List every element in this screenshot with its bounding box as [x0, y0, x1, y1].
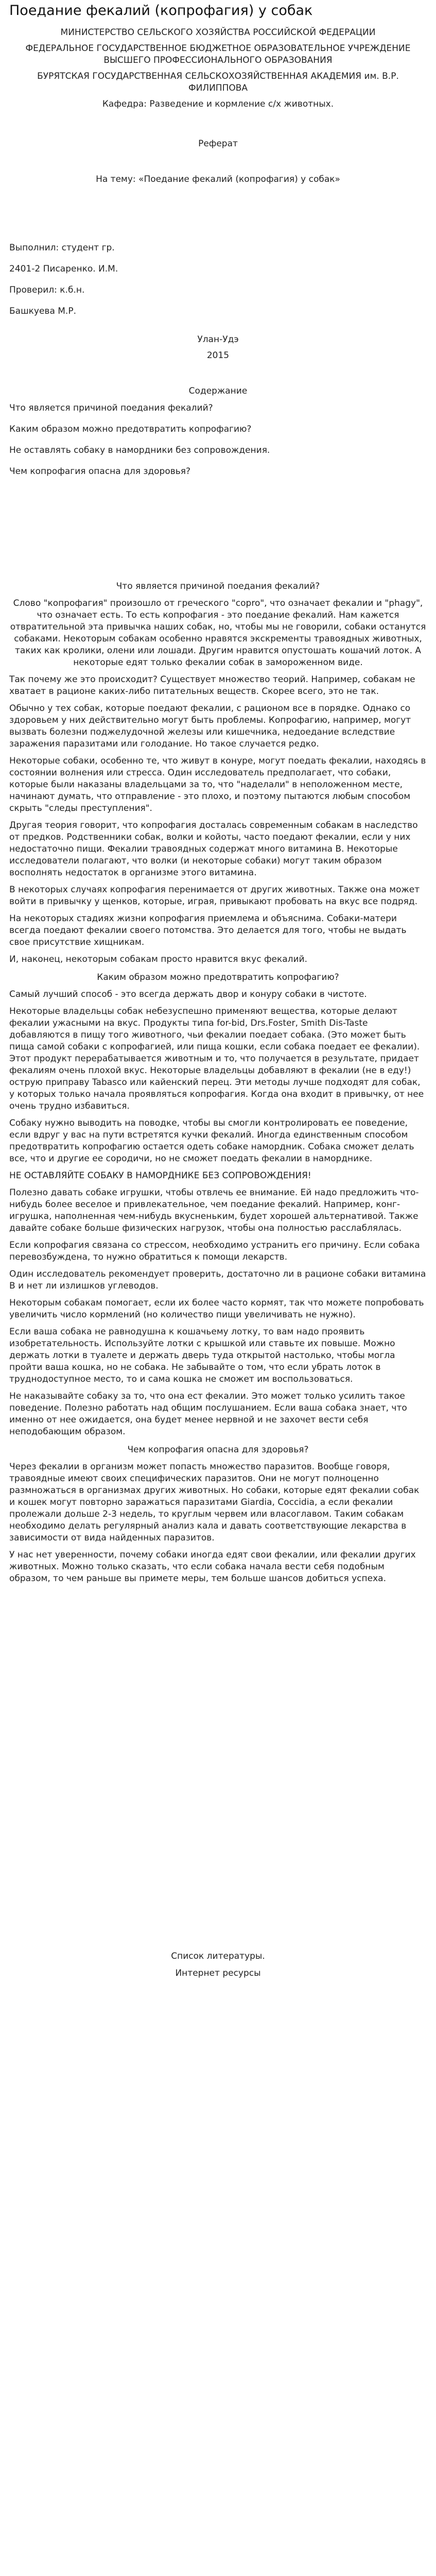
topic-line: На тему: «Поедание фекалий (копрофагия) у собак»: [96, 174, 340, 184]
institution-type-line: ФЕДЕРАЛЬНОЕ ГОСУДАРСТВЕННОЕ БЮДЖЕТНОЕ ОБРАЗОВАТЕЛЬНОЕ УЧРЕЖДЕНИЕ ВЫСШЕГО ПРОФЕССИОНАЛЬНОГО ОБРАЗОВАНИЯ: [25, 43, 411, 65]
toc-item: Что является причиной поедания фекалий?: [9, 403, 213, 413]
paragraph: Другая теория говорит, что копрофагия досталась современным собакам в наследство от предков. Родственники собак, волки и койоты, часто поедают фекалии, если у них недостаточно пищи. Фекалии травоядных содержат много витамина B. Некоторые исследователи полагают, что волки (и некоторые собаки) могут таким образом восполнять недостаток в организме этого витамина.: [9, 820, 418, 878]
year-label: 2015: [206, 350, 230, 361]
paragraph: Полезно давать собаке игрушки, чтобы отвлечь ее внимание. Ей надо предложить что-нибудь более веселое и привлекательное, чем поедание фекалий. Например, конг-игрушка, наполненная чем-нибудь вкусненьким, будет хорошей альтернативой. Также давайте собаке больше физических нагрузок, чтобы она полностью расслаблялась.: [9, 1188, 419, 1233]
toc-item: Каким образом можно предотвратить копрофагию?: [9, 424, 252, 434]
table-of-contents: [9, 385, 427, 478]
paragraph: Некоторым собакам помогает, если их более часто кормят, так что можете попробовать увеличить число кормлений (но количество пищи увеличивать не нужно).: [9, 1298, 424, 1320]
paragraph: Слово "копрофагия" произошло от греческого "copro", что означает фекалии и "phagy", что означает есть. То есть копрофагия - это поедание фекалий. Нам кажется отвратительной эта привычка наших собак, но, чтобы мы не говорили, собаки останутся собаками. Некоторым собакам особенно нравятся экскременты травоядных животных, таких как кролики, олени или лошади. Другим нравится опустошать кошачий лоток. А некоторые едят только фекалии собак в замороженном виде.: [10, 598, 426, 668]
paragraph: Если ваша собака не равнодушна к кошачьему лотку, то вам надо проявить изобретательность. Используйте лотки с крышкой или ставьте их повыше. Можно держать лотки в туалете и держать дверь туда открытой настолько, чтобы могла пройти ваша кошка, но не собака. Не забывайте о том, что если убрать лоток в труднодоступное место, то и сама кошка не сможет им воспользоваться.: [9, 1327, 395, 1384]
section-health-risks: [9, 1444, 427, 1585]
section-title: Чем копрофагия опасна для здоровья?: [127, 1445, 309, 1455]
references-title: Список литературы.: [171, 1951, 265, 1961]
paragraph: И, наконец, некоторым собакам просто нравится вкус фекалий.: [9, 954, 308, 964]
document-title: Поедание фекалий (копрофагия) у собак: [9, 3, 313, 19]
city-label: Улан-Удэ: [197, 334, 239, 345]
section-prevention: [9, 972, 427, 1165]
toc-item: Чем копрофагия опасна для здоровья?: [9, 466, 191, 477]
section-title: НЕ ОСТАВЛЯЙТЕ СОБАКУ В НАМОРДНИКЕ БЕЗ СОПРОВОЖДЕНИЯ!: [9, 1171, 311, 1181]
paragraph: Так почему же это происходит? Существует множество теорий. Например, собакам не хватает в рационе каких-либо питательных веществ. Скорее всего, это не так.: [9, 674, 415, 697]
paragraph: Обычно у тех собак, которые поедают фекалии, с рационом все в порядке. Однако со здоровьем у них действительно могут быть проблемы. Копрофагию, например, могут вызвать болезни поджелудочной железы или кишечника, недоедание вследствие заражения паразитами или голодание. Но такое случается редко.: [9, 703, 411, 749]
section-muzzle-warning: [9, 1170, 427, 1438]
department-line: Кафедра: Разведение и кормление с/х животных.: [102, 99, 334, 109]
paragraph: Через фекалии в организм может попасть множество паразитов. Вообще говоря, травоядные имеют своих специфических паразитов. Они не могут полноценно размножаться в организмах других животных. Но собаки, которые едят фекалии собак и кошек могут повторно заражаться паразитами Giardia, Coccidia, а если фекалии пролежали дольше 2-3 недель, то круглым червем или власоглавом. Таким собакам необходимо делать регулярный анализ кала и давать соответствующие лекарства в зависимости от вида найденных паразитов.: [9, 1462, 420, 1543]
paragraph: Не наказывайте собаку за то, что она ест фекалии. Это может только усилить такое поведение. Полезно работать над общим послушанием. Если ваша собака знает, что именно от нее ожидается, она будет менее нервной и не захочет вести себя неподобающим образом.: [9, 1391, 407, 1437]
signature-line: Выполнил: студент гр.: [9, 243, 115, 253]
paragraph: У нас нет уверенности, почему собаки иногда едят свои фекалии, или фекалии других животных. Можно только сказать, что если собака начала вести себя подобным образом, то чем раньше вы примете меры, тем больше шансов добиться успеха.: [9, 1550, 416, 1584]
signature-line: 2401-2 Писаренко. И.М.: [9, 264, 118, 274]
paragraph: Один исследователь рекомендует проверить, достаточно ли в рационе собаки витамина B и нет ли излишков углеводов.: [9, 1269, 426, 1291]
paragraph: Некоторые собаки, особенно те, что живут в конуре, могут поедать фекалии, находясь в состоянии волнения или стресса. Один исследователь предполагает, что собаки, которые были наказаны владельцами за то, что "наделали" в неположенном месте, начинают думать, что отправление - это плохо, и поэтому пытаются любым способом скрыть "следы преступления".: [9, 756, 426, 814]
paragraph: На некоторых стадиях жизни копрофагия приемлема и объяснима. Собаки-матери всегда поедают фекалии своего потомства. Это делается для того, чтобы не выдать свое присутствие хищникам.: [9, 913, 407, 947]
ministry-line: МИНИСТЕРСТВО СЕЛЬСКОГО ХОЗЯЙСТВА РОССИЙСКОЙ ФЕДЕРАЦИИ: [60, 27, 376, 38]
signature-line: Проверил: к.б.н.: [9, 285, 85, 295]
paragraph: Если копрофагия связана со стрессом, необходимо устранить его причину. Если собака перевозбуждена, то нужно обратиться к помощи лекарств.: [9, 1240, 420, 1262]
paragraph: Самый лучший способ - это всегда держать двор и конуру собаки в чистоте.: [9, 989, 367, 999]
section-title: Что является причиной поедания фекалий?: [116, 581, 320, 591]
toc-title: Содержание: [188, 386, 248, 396]
paragraph: Собаку нужно выводить на поводке, чтобы вы смогли контролировать ее поведение, если вдруг у вас на пути встретятся кучки фекалий. Иногда единственным способом предотвратить копрофагию остается одеть собаке намордник. Собака сможет делать все, что и другие ее сородичи, но не сможет поедать фекалии в наморднике.: [9, 1118, 414, 1164]
paragraph: В некоторых случаях копрофагия перенимается от других животных. Также она может войти в привычку у щенков, которые, играя, привыкают пробовать на вкус все подряд.: [9, 885, 420, 907]
signature-block: [9, 242, 427, 317]
doc-type-label: Реферат: [198, 139, 238, 149]
reference-item: Интернет ресурсы: [175, 1968, 261, 1978]
paragraph: Некоторые владельцы собак небезуспешно применяют вещества, которые делают фекалии ужасными на вкус. Продукты типа for-bid, Drs.Foster, Smith Dis-Taste добавляются в пищу того животного, чьи фекалии поедает собака. (Это может быть пища самой собаки с копрофагией, или пища кошки, если собака поедает ее фекалии). Этот продукт перерабатывается животным и то, что получается в результате, придает фекалиям очень плохой вкус. Некоторые владельцы добавляют в фекалии (не в еду!) острую приправу Tabasco или кайенский перец. Эти методы лучше подходят для собак, у которых только начала проявляться копрофагия. Когда она входит в привычку, от нее очень трудно избавиться.: [9, 1006, 424, 1111]
signature-line: Башкуева М.Р.: [9, 306, 76, 316]
section-title: Каким образом можно предотвратить копрофагию?: [97, 972, 339, 982]
references: [9, 1951, 427, 1979]
toc-item: Не оставлять собаку в намордники без сопровождения.: [9, 445, 270, 455]
section-causes: [9, 581, 427, 965]
title-page-header: [9, 27, 427, 110]
academy-line: БУРЯТСКАЯ ГОСУДАРСТВЕННАЯ СЕЛЬСКОХОЗЯЙСТВЕННАЯ АКАДЕМИЯ им. В.Р. ФИЛИППОВА: [37, 71, 399, 93]
